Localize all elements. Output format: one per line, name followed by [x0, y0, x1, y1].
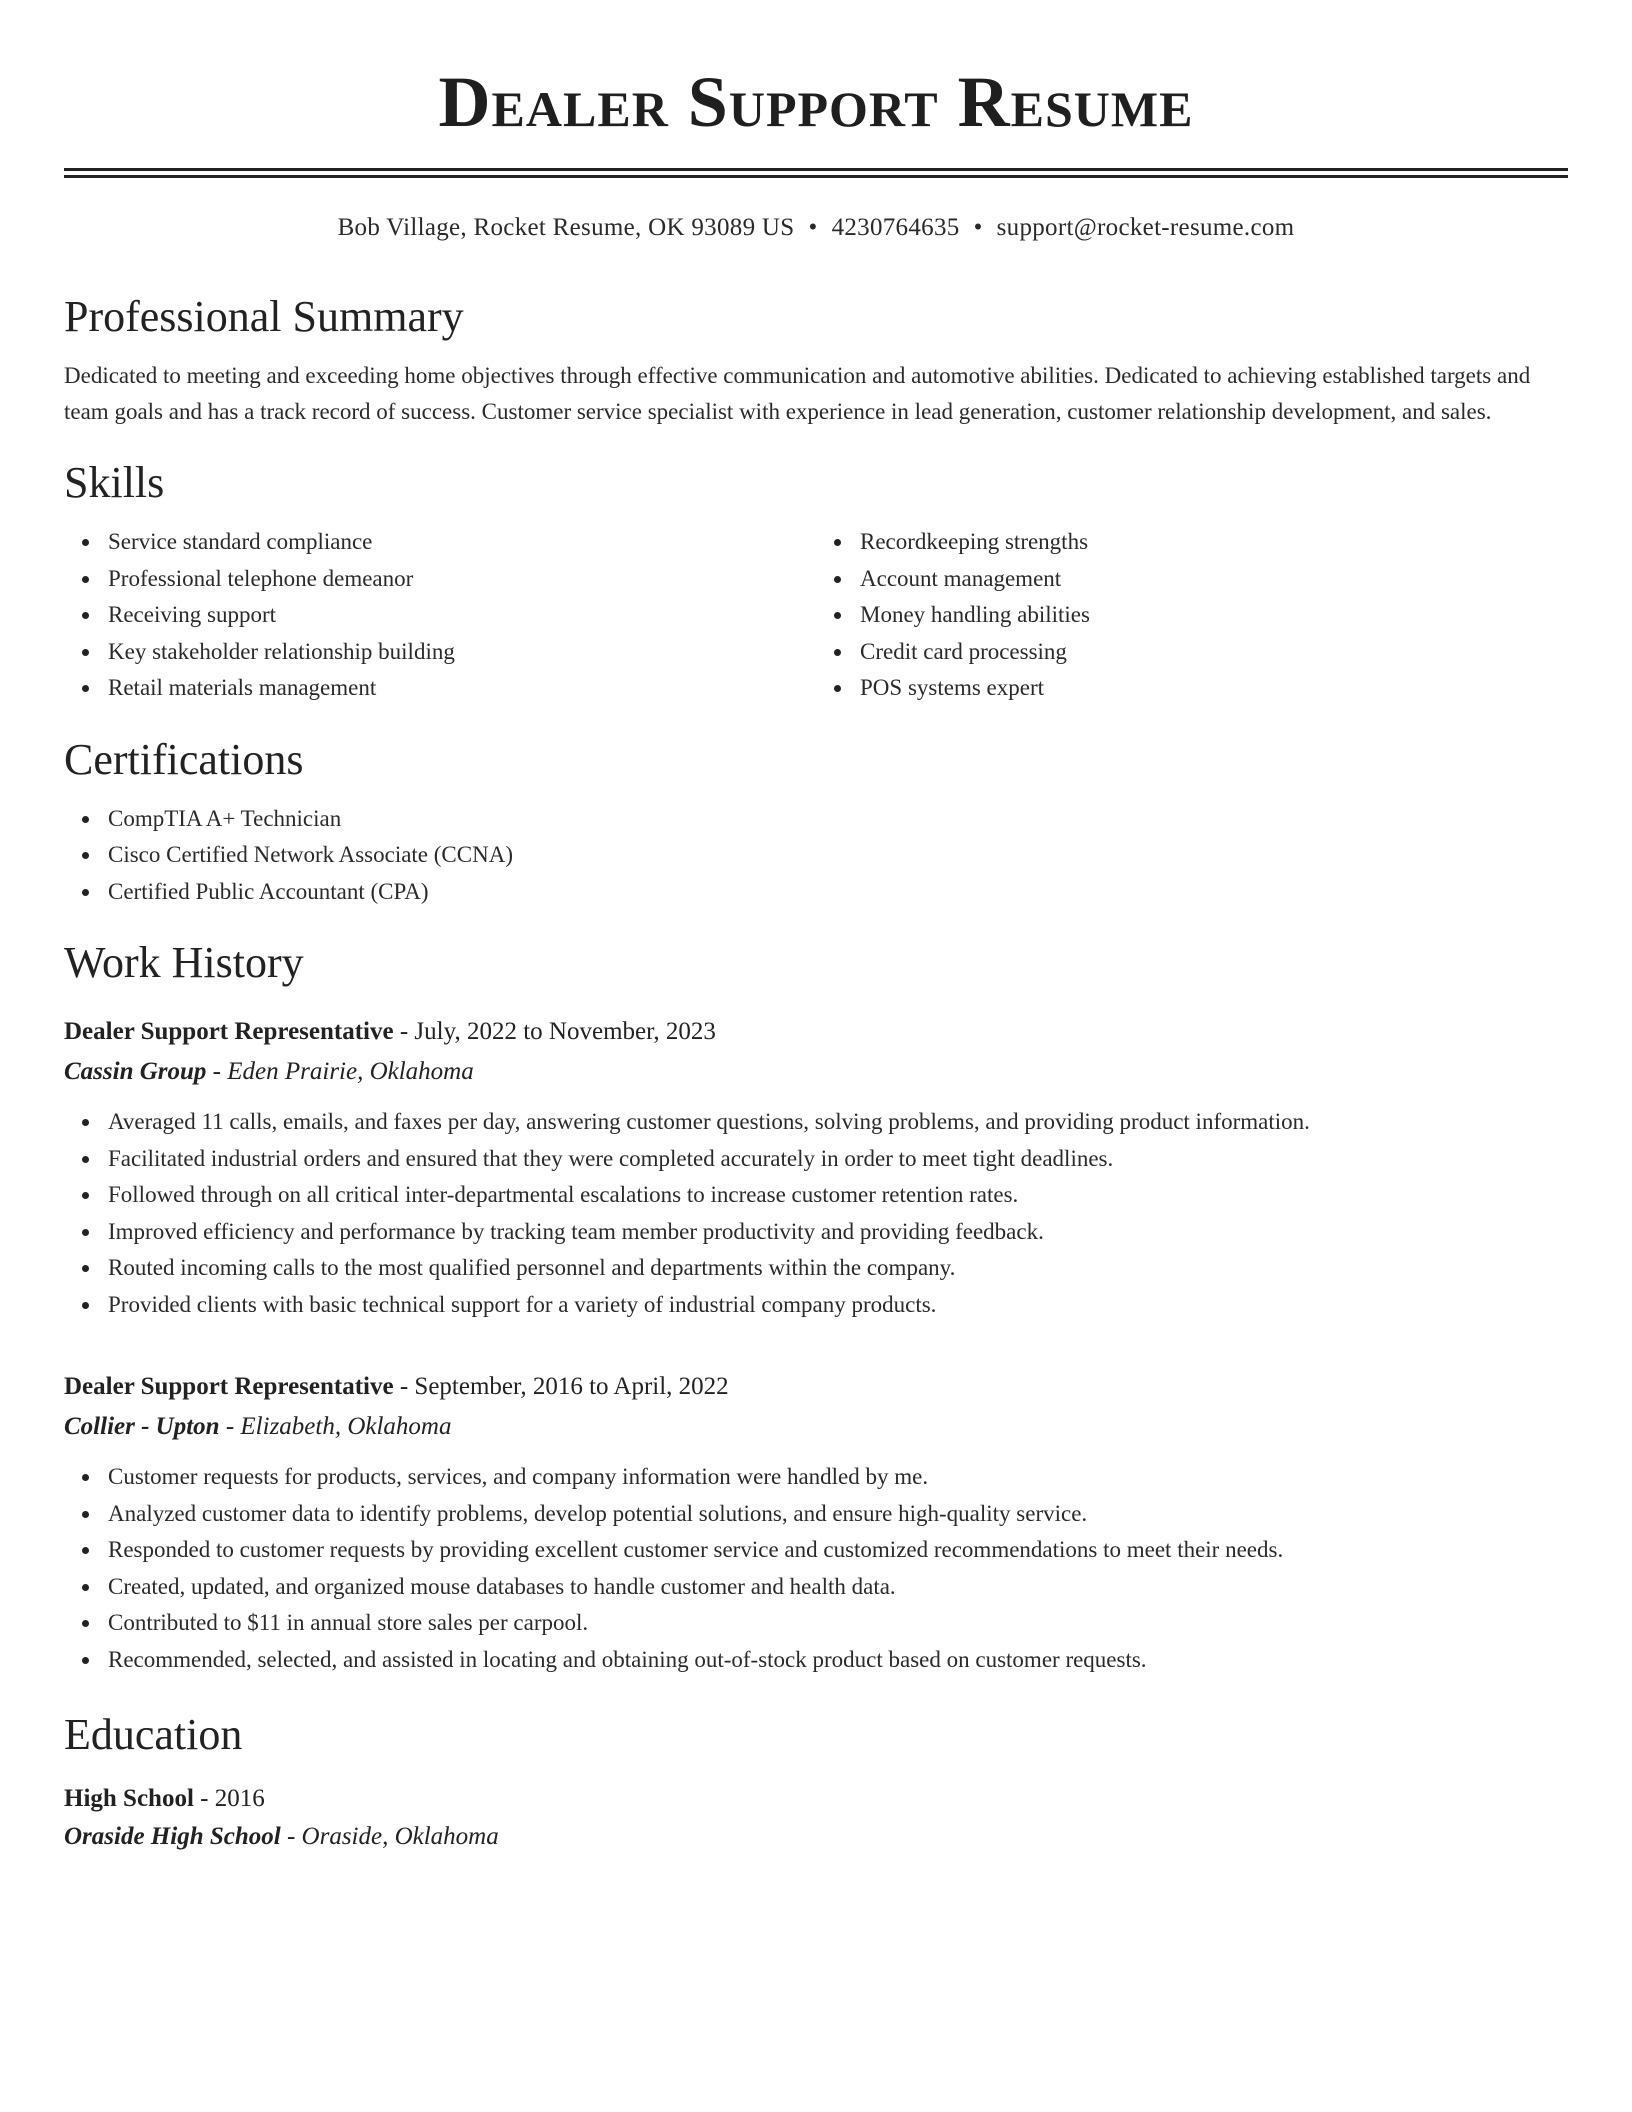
page-title: Dealer Support Resume [438, 62, 1194, 142]
job-location: Elizabeth, Oklahoma [240, 1413, 452, 1440]
job-bullet: Customer requests for products, services, and company information were handled by me. [108, 1459, 1568, 1496]
summary-text: Dedicated to meeting and exceeding home objectives through effective communication and automotive abilities. Dedicated to achieving established targets and team goals and has a track record of success. Customer service specialist with experience in lead generation, customer relationship development, and sales. [64, 363, 1531, 424]
skill-item: Recordkeeping strengths [860, 524, 1568, 561]
skill-item: Account management [860, 561, 1568, 598]
skills-list-left [64, 524, 816, 707]
certification-item: CompTIA A+ Technician [108, 801, 1568, 838]
education-location: Oraside, Oklahoma [301, 1823, 499, 1850]
job-location: Eden Prairie, Oklahoma [227, 1058, 474, 1085]
job-bullet: Contributed to $11 in annual store sales per carpool. [108, 1605, 1568, 1642]
education-degree: High School [64, 1785, 194, 1812]
education-school: Oraside High School [64, 1823, 281, 1850]
skills-heading: Skills [64, 458, 165, 507]
job-bullet-list [64, 1459, 1568, 1678]
certification-item: Certified Public Accountant (CPA) [108, 874, 1568, 911]
certifications-list [64, 801, 1568, 911]
job-bullet: Analyzed customer data to identify problems, develop potential solutions, and ensure high-quality service. [108, 1496, 1568, 1533]
education-year: 2016 [214, 1785, 265, 1812]
skills-columns [64, 524, 1568, 707]
job-title: Dealer Support Representative [64, 1018, 394, 1045]
job-bullet: Created, updated, and organized mouse databases to handle customer and health data. [108, 1569, 1568, 1606]
skill-item: Receiving support [108, 597, 816, 634]
contact-separator: • [973, 214, 983, 241]
job-title-line: Dealer Support Representative - September, 2016 to April, 2022 [64, 1373, 729, 1400]
title-double-rule [64, 168, 1568, 178]
contact-line [64, 212, 1568, 244]
job-title-line: Dealer Support Representative - July, 2022 to November, 2023 [64, 1018, 716, 1045]
job-bullet: Provided clients with basic technical support for a variety of industrial company products. [108, 1287, 1568, 1324]
job-bullet: Responded to customer requests by providing excellent customer service and customized recommendations to meet their needs. [108, 1532, 1568, 1569]
contact-address: Bob Village, Rocket Resume, OK 93089 US [337, 214, 795, 241]
education-school-line: Oraside High School - Oraside, Oklahoma [64, 1823, 499, 1850]
job-entry [64, 1012, 1568, 1323]
job-bullet: Facilitated industrial orders and ensured that they were completed accurately in order to meet tight deadlines. [108, 1141, 1568, 1178]
skill-item: Key stakeholder relationship building [108, 634, 816, 671]
job-dates: July, 2022 to November, 2023 [414, 1018, 716, 1045]
summary-heading: Professional Summary [64, 292, 464, 341]
skill-item: Credit card processing [860, 634, 1568, 671]
job-company: Cassin Group [64, 1058, 207, 1085]
skill-item: Retail materials management [108, 670, 816, 707]
job-bullet: Averaged 11 calls, emails, and faxes per day, answering customer questions, solving problems, and providing product information. [108, 1104, 1568, 1141]
education-degree-line: High School - 2016 [64, 1785, 265, 1812]
skill-item: Professional telephone demeanor [108, 561, 816, 598]
job-title: Dealer Support Representative [64, 1373, 394, 1400]
job-bullet: Followed through on all critical inter-departmental escalations to increase customer retention rates. [108, 1177, 1568, 1214]
job-bullet-list [64, 1104, 1568, 1323]
job-company-line: Collier - Upton - Elizabeth, Oklahoma [64, 1413, 452, 1440]
contact-email: support@rocket-resume.com [996, 214, 1295, 241]
certifications-heading: Certifications [64, 734, 304, 784]
skills-list-right [816, 524, 1568, 707]
education-heading: Education [64, 1710, 243, 1759]
skill-item: POS systems expert [860, 670, 1568, 707]
job-bullet: Routed incoming calls to the most qualified personnel and departments within the company. [108, 1250, 1568, 1287]
contact-separator: • [808, 214, 818, 241]
job-company: Collier - Upton [64, 1413, 220, 1440]
job-company-line: Cassin Group - Eden Prairie, Oklahoma [64, 1058, 474, 1085]
contact-phone: 4230764635 [831, 214, 960, 241]
skill-item: Service standard compliance [108, 524, 816, 561]
job-bullet: Improved efficiency and performance by tracking team member productivity and providing feedback. [108, 1214, 1568, 1251]
job-dates: September, 2016 to April, 2022 [414, 1373, 729, 1400]
job-entry [64, 1367, 1568, 1678]
skill-item: Money handling abilities [860, 597, 1568, 634]
work-history-heading: Work History [64, 938, 304, 987]
certification-item: Cisco Certified Network Associate (CCNA) [108, 837, 1568, 874]
job-bullet: Recommended, selected, and assisted in locating and obtaining out-of-stock product based on customer requests. [108, 1642, 1568, 1679]
